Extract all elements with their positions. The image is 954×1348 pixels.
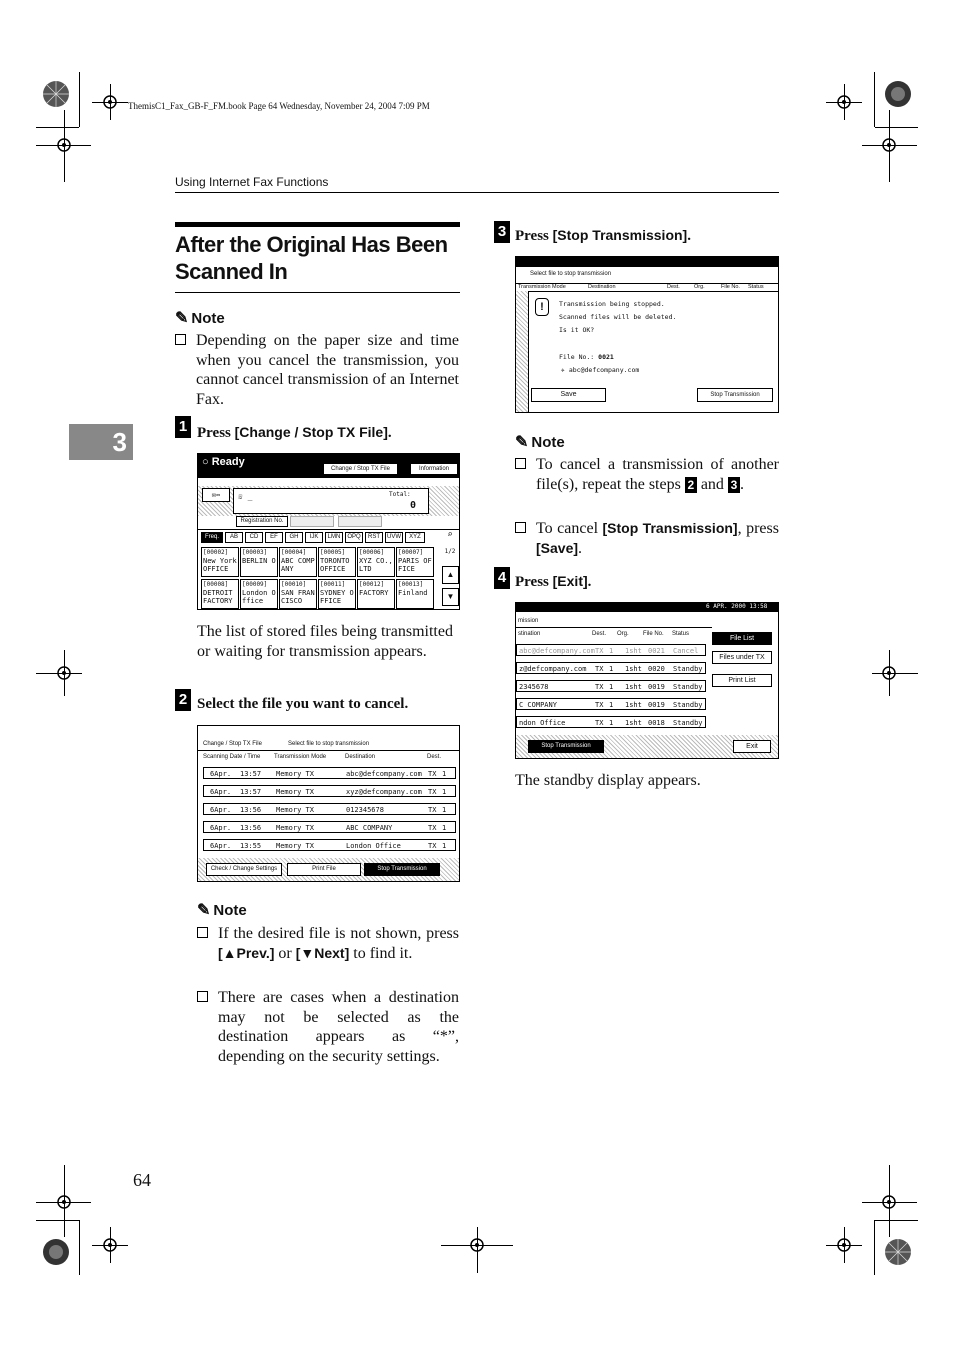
table-row[interactable] <box>203 767 456 779</box>
crosshair-icon <box>879 663 899 683</box>
step-number: 3 <box>494 221 510 243</box>
cell-org: 1sht <box>625 683 642 691</box>
screen-file-list <box>515 602 779 759</box>
cell-n: 1 <box>609 719 614 727</box>
quick-dial-key[interactable] <box>279 547 317 577</box>
quick-dial-name: Finland <box>398 589 428 597</box>
disabled-button <box>290 516 334 527</box>
step-end: . <box>587 574 592 590</box>
step-instruction <box>515 573 591 591</box>
note-item <box>196 331 459 409</box>
note-text: . <box>739 475 744 493</box>
note-text: . <box>578 539 583 557</box>
mode-icon: ✉⇔ <box>202 488 230 502</box>
file-number-label: File No.: <box>559 353 595 361</box>
cell-status: Standby <box>673 683 703 691</box>
cell-org: 1sht <box>625 665 642 673</box>
note-item <box>536 455 779 494</box>
section-title-line2: Scanned In <box>175 259 288 284</box>
information-button[interactable]: Information <box>410 463 458 475</box>
quick-dial-name: New York OFFICE <box>203 557 237 573</box>
cell-dest: abc@defcompany.com <box>346 770 422 778</box>
col-header: Transmission Mode <box>274 754 327 760</box>
list-background <box>516 291 528 413</box>
checkbox-bullet-icon <box>515 458 526 469</box>
cell-org: 1sht <box>625 647 642 655</box>
pencil-icon: ✎ <box>197 902 211 919</box>
dialog-message: Is it OK? <box>559 326 595 334</box>
cell-n: 1 <box>442 842 447 850</box>
cell-tx: TX <box>428 788 437 796</box>
cell-n: 1 <box>609 683 614 691</box>
cell-date: 6Apr. <box>210 824 232 832</box>
email-line <box>561 366 639 374</box>
cell-status: Standby <box>673 665 703 673</box>
table-row[interactable] <box>203 803 456 815</box>
screen-title: mission <box>518 618 539 624</box>
screen-stop-confirmation <box>515 256 779 413</box>
note-item <box>536 519 779 558</box>
cell-tx: TX <box>428 842 437 850</box>
screen-title: Change / Stop TX File <box>203 741 262 747</box>
table-row[interactable] <box>203 821 456 833</box>
cell-dest: London Office <box>346 842 401 850</box>
print-list-button[interactable]: Print List <box>712 674 772 687</box>
table-row[interactable] <box>516 644 706 656</box>
save-button[interactable]: Save <box>531 388 606 402</box>
date-time: 6 APR. 2000 13:58 <box>706 603 768 610</box>
quick-dial-name: SAN FRAN CISCO <box>281 589 315 605</box>
index-tab[interactable]: EF <box>265 532 283 543</box>
cell-tx: TX <box>428 770 437 778</box>
col-header: Dest. <box>667 284 680 290</box>
change-stop-tx-button[interactable]: Change / Stop TX File <box>323 463 398 475</box>
screen-instruction: Select file to stop transmission <box>530 271 612 277</box>
table-row[interactable] <box>516 680 706 692</box>
cell-no: 0021 <box>648 647 665 655</box>
title-rule <box>175 292 460 293</box>
cell-time: 13:56 <box>240 806 262 814</box>
cell-dest: C COMPANY <box>519 701 557 709</box>
files-under-tx-button[interactable]: Files under TX <box>712 651 772 664</box>
header-rule <box>175 192 779 193</box>
page-indicator: 1/2 <box>444 548 456 555</box>
note-heading <box>515 432 565 452</box>
cell-date: 6Apr. <box>210 842 232 850</box>
crosshair-icon <box>879 1192 899 1212</box>
file-number: 0021 <box>598 353 614 361</box>
key-label: [Exit] <box>552 573 588 589</box>
col-header: Status <box>672 631 690 637</box>
col-header: Scanning Date / Time <box>203 754 261 760</box>
note-text: , press <box>737 520 779 537</box>
quick-dial-number: [00007] <box>398 549 424 556</box>
step-instruction <box>515 227 691 245</box>
quick-dial-number: [00003] <box>242 549 268 556</box>
cell-dest: ABC COMPANY <box>346 824 393 832</box>
quick-dial-number: [00009] <box>242 581 268 588</box>
exit-button[interactable]: Exit <box>733 740 771 753</box>
divider <box>516 627 712 628</box>
quick-dial-number: [00012] <box>359 581 385 588</box>
cell-n: 1 <box>442 788 447 796</box>
pencil-icon: ✎ <box>515 434 529 451</box>
step-instruction <box>197 424 392 442</box>
table-row[interactable] <box>203 785 456 797</box>
note-text: Depending on the paper size and time when you cancel the transmission, you cannot cancel transmission of an Internet Fax. <box>196 332 459 408</box>
col-header: Destination <box>588 284 616 290</box>
note-item <box>218 924 459 963</box>
registration-target-icon <box>40 1236 72 1268</box>
file-number-line <box>559 353 614 361</box>
screen1-caption: The list of stored files being transmitted or waiting for transmission appears. <box>197 623 453 660</box>
quick-dial-name: DETROIT FACTORY <box>203 589 233 605</box>
total-label: Total: <box>389 491 411 498</box>
col-header: Destination <box>345 754 376 760</box>
quick-dial-name: XYZ CO., LTD <box>359 557 393 573</box>
quick-dial-number: [00010] <box>281 581 307 588</box>
stop-transmission-button[interactable]: Stop Transmission <box>364 863 440 876</box>
key-label: [Stop Transmission] <box>602 520 738 536</box>
cell-tx: TX <box>428 806 437 814</box>
index-tab[interactable]: LMN <box>325 532 343 543</box>
print-file-button[interactable]: Print File <box>287 863 361 876</box>
cell-dest: 2345678 <box>519 683 549 691</box>
quick-dial-key[interactable] <box>396 547 434 577</box>
cell-mode: Memory TX <box>276 824 314 832</box>
phone-icon: ☏ _ <box>238 492 253 501</box>
cell-tx: TX <box>428 824 437 832</box>
note-label: Note <box>191 310 225 327</box>
cell-status: Cancel <box>673 647 699 655</box>
table-row[interactable] <box>516 698 706 710</box>
col-header: stination <box>518 631 541 637</box>
cell-tx: TX <box>595 665 604 673</box>
crosshair-icon <box>467 1235 487 1255</box>
cell-mode: Memory TX <box>276 770 314 778</box>
warning-icon: ! <box>535 298 549 316</box>
crosshair-icon <box>54 663 74 683</box>
table-row[interactable] <box>516 662 706 674</box>
stop-transmission-button[interactable]: Stop Transmission <box>697 388 773 402</box>
index-tab[interactable]: CD <box>245 532 263 543</box>
status-line: Set original and specify destination. <box>202 478 336 485</box>
cell-n: 1 <box>442 824 447 832</box>
index-tab[interactable]: Freq. <box>201 532 223 543</box>
note-text: or <box>274 944 296 962</box>
key-label: [Stop Transmission] <box>552 227 688 243</box>
step-end: . <box>387 425 392 441</box>
cell-tx: TX <box>595 647 604 655</box>
registration-target-icon <box>882 1236 914 1268</box>
cell-time: 13:57 <box>240 770 262 778</box>
note-heading <box>197 900 247 920</box>
crosshair-icon <box>834 1235 854 1255</box>
divider <box>198 750 460 751</box>
note-text: and <box>696 475 728 493</box>
step-lead: Press <box>197 425 231 441</box>
key-label: [Change / Stop TX File] <box>234 424 388 440</box>
quick-dial-number: [00011] <box>320 581 346 588</box>
cell-dest: z@defcompany.com <box>519 665 587 673</box>
internet-fax-icon: ✈ <box>561 366 565 374</box>
step-ref: 3 <box>728 477 740 493</box>
dialog-message: Scanned files will be deleted. <box>559 313 677 321</box>
quick-dial-name: BERLIN O <box>242 557 276 565</box>
email-address: abc@defcompany.com <box>568 366 640 374</box>
quick-dial-key[interactable] <box>279 579 317 609</box>
crosshair-icon <box>879 135 899 155</box>
stop-transmission-button[interactable]: Stop Transmission <box>528 740 604 753</box>
cell-mode: Memory TX <box>276 788 314 796</box>
crosshair-icon <box>54 1192 74 1212</box>
step-instruction: Select the file you want to cancel. <box>197 696 409 712</box>
screen-instruction: Select file to stop transmission <box>288 741 370 747</box>
checkbox-bullet-icon <box>197 991 208 1002</box>
col-header: Org. <box>617 631 629 637</box>
registration-target-icon <box>882 78 914 110</box>
cell-dest: 012345678 <box>346 806 384 814</box>
index-tab[interactable]: GH <box>285 532 303 543</box>
cell-tx: TX <box>595 701 604 709</box>
check-change-settings-button[interactable]: Check / Change Settings <box>206 863 282 876</box>
step-number: 1 <box>175 416 191 438</box>
key-label: [▲Prev.] <box>218 944 275 961</box>
quick-dial-name: TORONTO OFFICE <box>320 557 350 573</box>
cell-time: 13:56 <box>240 824 262 832</box>
print-header: ThemisC1_Fax_GB-F_FM.book Page 64 Wednesday, November 24, 2004 7:09 PM <box>128 101 430 111</box>
quick-dial-name: PARIS OF FICE <box>398 557 432 573</box>
note-text: If the desired file is not shown, press <box>218 925 459 942</box>
cell-no: 0018 <box>648 719 665 727</box>
quick-dial-key[interactable] <box>318 579 356 609</box>
cell-tx: TX <box>595 719 604 727</box>
quick-dial-name: FACTORY <box>359 589 389 597</box>
screen-change-stop-tx-file <box>197 725 460 882</box>
quick-dial-number: [00008] <box>203 581 229 588</box>
cell-no: 0019 <box>648 701 665 709</box>
quick-dial-number: [00013] <box>398 581 424 588</box>
quick-dial-key[interactable] <box>240 579 278 609</box>
disabled-button <box>338 516 382 527</box>
cell-dest: xyz@defcompany.com <box>346 788 422 796</box>
title-bar <box>175 222 460 227</box>
crosshair-icon <box>54 135 74 155</box>
screen4-caption: The standby display appears. <box>515 772 701 789</box>
crosshair-icon <box>100 1235 120 1255</box>
total-value: 0 <box>410 500 417 511</box>
running-head: Using Internet Fax Functions <box>175 175 329 189</box>
step-lead: Press <box>515 228 549 244</box>
quick-dial-number: [00002] <box>203 549 229 556</box>
checkbox-bullet-icon <box>175 334 186 345</box>
search-icon[interactable]: ⌕ <box>447 530 453 540</box>
cell-status: Standby <box>673 701 703 709</box>
cell-n: 1 <box>442 806 447 814</box>
table-row[interactable] <box>203 839 456 851</box>
quick-dial-name: SYDNEY O FFICE <box>320 589 354 605</box>
ready-text: Ready <box>211 456 245 468</box>
key-label: [Save] <box>536 539 579 556</box>
ready-label: ○ Ready <box>202 456 245 468</box>
cell-org: 1sht <box>625 701 642 709</box>
cell-mode: Memory TX <box>276 842 314 850</box>
step-lead: Press <box>515 574 549 590</box>
table-row[interactable] <box>516 716 706 728</box>
step-number: 2 <box>175 689 191 711</box>
note-text: to find it. <box>349 944 413 962</box>
cell-date: 6Apr. <box>210 806 232 814</box>
quick-dial-number: [00004] <box>281 549 307 556</box>
prev-page-button[interactable]: ▲ <box>442 566 459 584</box>
crosshair-icon <box>834 92 854 112</box>
confirm-dialog <box>528 291 779 413</box>
cell-date: 6Apr. <box>210 770 232 778</box>
col-header: Org. <box>694 284 705 290</box>
screen-ready <box>197 453 460 610</box>
cell-no: 0020 <box>648 665 665 673</box>
quick-dial-key[interactable] <box>357 579 395 609</box>
quick-dial-key[interactable] <box>396 579 434 609</box>
chapter-tab: 3 <box>69 424 133 460</box>
page-number: 64 <box>133 1170 151 1190</box>
cell-n: 1 <box>609 665 614 673</box>
cell-n: 1 <box>609 701 614 709</box>
index-tab[interactable]: OPQ <box>345 532 363 543</box>
quick-dial-key[interactable] <box>318 547 356 577</box>
cell-status: Standby <box>673 719 703 727</box>
index-tab[interactable]: RST <box>365 532 383 543</box>
index-tab[interactable]: AB <box>225 532 243 543</box>
col-header: Dest. <box>427 754 442 760</box>
cell-time: 13:55 <box>240 842 262 850</box>
cell-n: 1 <box>609 647 614 655</box>
quick-dial-name: London O ffice <box>242 589 276 605</box>
pencil-icon: ✎ <box>175 310 189 327</box>
col-header: File No. <box>721 284 740 290</box>
cell-org: 1sht <box>625 719 642 727</box>
crosshair-icon <box>100 92 120 112</box>
quick-dial-number: [00006] <box>359 549 385 556</box>
col-header: File No. <box>643 631 664 637</box>
checkbox-bullet-icon <box>515 522 526 533</box>
file-list-button[interactable]: File List <box>712 632 772 645</box>
col-header: Transmission Mode <box>518 284 566 290</box>
quick-dial-name: ABC COMP ANY <box>281 557 315 573</box>
cell-dest: ndon Office <box>519 719 566 727</box>
cell-no: 0019 <box>648 683 665 691</box>
step-ref: 2 <box>685 477 697 493</box>
col-header: Status <box>748 284 764 290</box>
registration-target-icon <box>40 78 72 110</box>
next-page-button[interactable]: ▼ <box>442 588 459 606</box>
cell-mode: Memory TX <box>276 806 314 814</box>
cell-tx: TX <box>595 683 604 691</box>
quick-dial-key[interactable] <box>240 547 278 577</box>
note-text: There are cases when a destination may not be selected as the destination appears as “*”, depending on the security settings. <box>218 989 459 1065</box>
cell-dest: abc@defcompany.com <box>519 647 595 655</box>
index-tab[interactable]: UVW <box>385 532 403 543</box>
dialog-message: Transmission being stopped. <box>559 300 665 308</box>
step-number: 4 <box>494 567 510 589</box>
note-text: To cancel a transmission of another file(s), repeat the steps <box>536 456 779 493</box>
section-title-line1: After the Original Has Been <box>175 232 448 257</box>
key-label: [▼Next] <box>295 944 350 961</box>
note-label: Note <box>531 434 565 451</box>
note-label: Note <box>213 902 247 919</box>
note-item <box>218 988 459 1066</box>
quick-dial-key[interactable] <box>357 547 395 577</box>
destination-field[interactable] <box>233 488 429 514</box>
cell-n: 1 <box>442 770 447 778</box>
registration-no-button[interactable]: Registration No. <box>236 516 288 527</box>
divider <box>198 529 460 530</box>
checkbox-bullet-icon <box>197 927 208 938</box>
quick-dial-number: [00005] <box>320 549 346 556</box>
cell-date: 6Apr. <box>210 788 232 796</box>
index-tab[interactable]: XYZ <box>405 532 425 543</box>
quick-dial-key[interactable] <box>201 579 239 609</box>
note-text: To cancel <box>536 520 603 537</box>
col-header: Dest. <box>592 631 607 637</box>
screen-titlebar <box>516 257 779 267</box>
note-heading <box>175 308 225 328</box>
quick-dial-key[interactable] <box>201 547 239 577</box>
step-end: . <box>687 228 691 244</box>
cell-time: 13:57 <box>240 788 262 796</box>
index-tab[interactable]: IJK <box>305 532 323 543</box>
section-title <box>175 231 460 285</box>
